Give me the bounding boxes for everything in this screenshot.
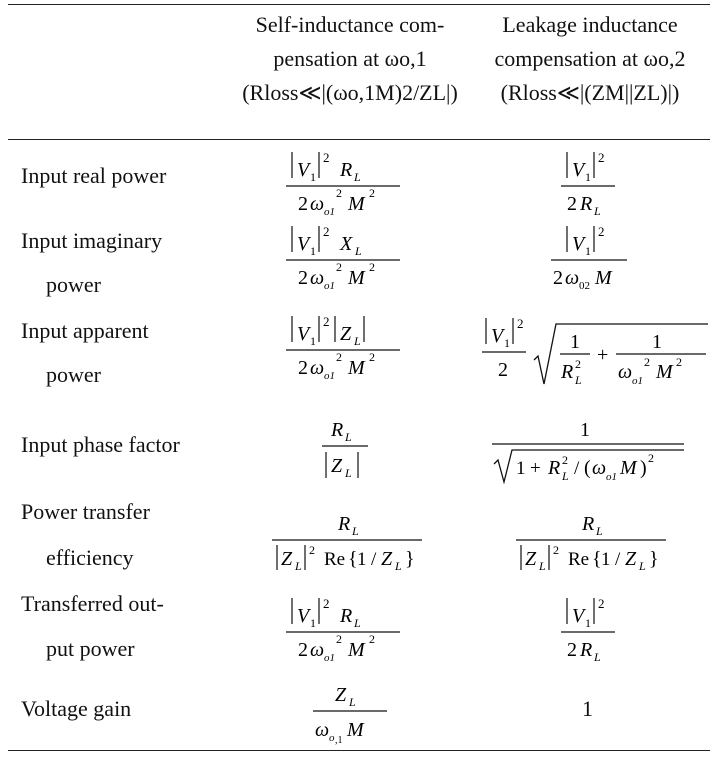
svg-text:o1: o1: [324, 280, 335, 292]
formula-leak-efficiency: [512, 502, 672, 576]
svg-text:L: L: [395, 559, 402, 573]
svg-text:L: L: [354, 170, 361, 184]
row-label-input-phase-factor: Input phase factor: [21, 432, 180, 457]
svg-text:L: L: [354, 616, 361, 630]
svg-text:2: 2: [336, 260, 342, 274]
formula-self-imaginary-power: [280, 222, 410, 292]
svg-text:02: 02: [579, 280, 590, 292]
svg-text:1: 1: [516, 458, 526, 479]
svg-text:V: V: [572, 159, 585, 181]
svg-text:{: {: [592, 548, 602, 570]
row-label-input-apparent-power-1: Input apparent: [21, 318, 149, 343]
formula-leak-imaginary-power: [545, 222, 635, 292]
svg-text:R: R: [580, 639, 593, 661]
svg-text:2: 2: [598, 224, 605, 239]
svg-text:2: 2: [567, 193, 577, 215]
svg-text:R: R: [548, 457, 561, 479]
svg-text:X: X: [340, 233, 353, 255]
svg-text:1: 1: [601, 549, 611, 570]
svg-text:,1: ,1: [335, 735, 343, 746]
svg-text:L: L: [354, 334, 361, 348]
svg-text:2: 2: [369, 632, 375, 646]
svg-text:2: 2: [298, 357, 308, 379]
row-label-input-imaginary-power-2: power: [46, 272, 101, 297]
svg-text:R: R: [331, 419, 344, 441]
row-label-input-apparent-power-2: power: [46, 362, 101, 387]
svg-text:L: L: [596, 524, 603, 538]
svg-text:M: M: [347, 719, 364, 741]
formula-leak-apparent-power: [476, 312, 710, 392]
svg-text:o1: o1: [324, 206, 335, 218]
svg-text:Z: Z: [381, 548, 393, 570]
svg-text:2: 2: [562, 453, 568, 467]
svg-text:V: V: [491, 325, 504, 347]
svg-text:Z: Z: [340, 323, 352, 345]
svg-text:V: V: [297, 233, 310, 255]
svg-text:R: R: [580, 193, 593, 215]
svg-text:ω: ω: [618, 361, 633, 383]
svg-text:o1: o1: [606, 471, 617, 483]
svg-text:M: M: [620, 457, 637, 479]
svg-text:/: /: [615, 549, 621, 570]
svg-text:1: 1: [585, 244, 591, 258]
svg-text:R: R: [338, 513, 351, 535]
svg-text:+: +: [597, 344, 609, 366]
header-self-line3: (Rloss≪|(ωo,1M)2/ZL|): [242, 80, 458, 105]
svg-text:L: L: [562, 469, 569, 483]
svg-text:2: 2: [323, 314, 330, 329]
svg-text:L: L: [539, 559, 546, 573]
svg-text:1: 1: [504, 336, 510, 350]
svg-text:2: 2: [575, 357, 581, 371]
svg-text:{: {: [348, 548, 358, 570]
formula-self-voltage-gain: [305, 673, 395, 747]
svg-text:ω: ω: [310, 193, 325, 215]
svg-text:1: 1: [570, 331, 580, 353]
svg-text:ω: ω: [565, 267, 580, 289]
svg-text:ω: ω: [315, 719, 330, 741]
header-self-line1: Self-inductance com-: [255, 12, 445, 37]
formula-leak-output-power: [555, 594, 625, 664]
svg-text:/: /: [371, 549, 377, 570]
svg-text:ω: ω: [310, 357, 325, 379]
svg-text:2: 2: [369, 350, 375, 364]
row-label-transferred-output-power-1: Transferred out-: [21, 591, 164, 616]
svg-text:R: R: [582, 513, 595, 535]
svg-text:2: 2: [369, 186, 375, 200]
header-leak-line2: compensation at ωo,2: [494, 46, 686, 71]
svg-text:o1: o1: [324, 652, 335, 664]
svg-text:Z: Z: [331, 455, 343, 477]
svg-text:1: 1: [310, 244, 316, 258]
formula-self-efficiency: [268, 502, 428, 576]
svg-text:L: L: [594, 650, 601, 664]
header-self-line2: pensation at ωo,1: [273, 46, 427, 71]
row-label-voltage-gain: Voltage gain: [21, 696, 132, 721]
svg-text:2: 2: [298, 639, 308, 661]
svg-text:1: 1: [310, 334, 316, 348]
column-header-leakage-inductance: [470, 8, 710, 110]
formula-leak-real-power: [555, 148, 625, 218]
svg-text:V: V: [297, 605, 310, 627]
svg-text:2: 2: [598, 596, 605, 611]
svg-text:Re: Re: [568, 549, 590, 570]
svg-text:2: 2: [323, 596, 330, 611]
svg-text:V: V: [297, 159, 310, 181]
svg-text:2: 2: [553, 267, 563, 289]
svg-text:}: }: [649, 548, 659, 570]
svg-text:M: M: [595, 267, 612, 289]
svg-text:2: 2: [309, 543, 315, 557]
header-leak-line1: Leakage inductance: [502, 12, 678, 37]
svg-text:ω: ω: [310, 639, 325, 661]
svg-text:2: 2: [323, 150, 330, 165]
svg-text:}: }: [405, 548, 415, 570]
svg-text:2: 2: [336, 632, 342, 646]
svg-text:L: L: [349, 695, 356, 709]
svg-text:L: L: [355, 244, 362, 258]
svg-text:L: L: [345, 430, 352, 444]
svg-text:Z: Z: [625, 548, 637, 570]
svg-text:2: 2: [644, 355, 650, 369]
bottom-rule: [8, 750, 710, 751]
svg-text:R: R: [340, 605, 353, 627]
svg-text:2: 2: [517, 316, 524, 331]
svg-text:o1: o1: [324, 370, 335, 382]
formula-self-output-power: [280, 594, 410, 664]
svg-text:2: 2: [336, 186, 342, 200]
svg-text:2: 2: [323, 224, 330, 239]
svg-text:(: (: [584, 457, 591, 479]
row-label-input-imaginary-power-1: Input imaginary: [21, 228, 163, 253]
svg-text:): ): [640, 457, 647, 479]
svg-text:o: o: [329, 732, 335, 744]
svg-text:R: R: [340, 159, 353, 181]
svg-text:2: 2: [553, 543, 559, 557]
header-rule: [8, 139, 710, 140]
svg-text:2: 2: [567, 639, 577, 661]
svg-text:M: M: [348, 267, 365, 289]
row-label-power-transfer-efficiency-1: Power transfer: [21, 499, 150, 524]
svg-text:2: 2: [298, 193, 308, 215]
svg-text:Re: Re: [324, 549, 346, 570]
svg-text:M: M: [348, 193, 365, 215]
top-rule: [8, 4, 710, 5]
formula-leak-voltage-gain: 1: [582, 696, 593, 721]
row-label-input-real-power: Input real power: [21, 163, 167, 188]
svg-text:M: M: [348, 357, 365, 379]
formula-self-real-power: [280, 148, 410, 218]
svg-text:o1: o1: [632, 375, 643, 387]
svg-text:L: L: [295, 559, 302, 573]
formula-self-apparent-power: [280, 312, 410, 382]
svg-text:1: 1: [357, 549, 367, 570]
svg-text:L: L: [352, 524, 359, 538]
svg-text:1: 1: [652, 331, 662, 353]
svg-text:L: L: [345, 466, 352, 480]
svg-text:Z: Z: [281, 548, 293, 570]
svg-text:2: 2: [298, 267, 308, 289]
header-leak-line3: (Rloss≪|(ZM||ZL)|): [500, 80, 680, 105]
svg-text:L: L: [594, 204, 601, 218]
svg-text:V: V: [297, 323, 310, 345]
svg-text:L: L: [639, 559, 646, 573]
formula-leak-phase-factor: [488, 408, 688, 484]
svg-text:V: V: [572, 605, 585, 627]
svg-text:Z: Z: [525, 548, 537, 570]
svg-text:1: 1: [310, 616, 316, 630]
svg-text:Z: Z: [335, 684, 347, 706]
svg-text:L: L: [575, 373, 582, 387]
svg-text:M: M: [348, 639, 365, 661]
svg-text:1: 1: [585, 616, 591, 630]
svg-text:/: /: [574, 458, 580, 479]
svg-text:1: 1: [580, 419, 590, 441]
svg-text:2: 2: [369, 260, 375, 274]
svg-text:ω: ω: [592, 457, 607, 479]
svg-text:+: +: [530, 458, 541, 479]
svg-text:2: 2: [648, 451, 654, 465]
svg-text:2: 2: [498, 359, 508, 381]
formula-self-phase-factor: [310, 408, 380, 484]
svg-text:M: M: [656, 361, 673, 383]
row-label-power-transfer-efficiency-2: efficiency: [46, 545, 134, 570]
svg-text:2: 2: [598, 150, 605, 165]
svg-text:2: 2: [676, 355, 682, 369]
svg-text:R: R: [561, 361, 574, 383]
column-header-self-inductance: [218, 8, 482, 110]
row-label-transferred-output-power-2: put power: [46, 636, 135, 661]
svg-text:V: V: [572, 233, 585, 255]
svg-text:1: 1: [585, 170, 591, 184]
svg-text:ω: ω: [310, 267, 325, 289]
svg-text:1: 1: [310, 170, 316, 184]
svg-text:2: 2: [336, 350, 342, 364]
